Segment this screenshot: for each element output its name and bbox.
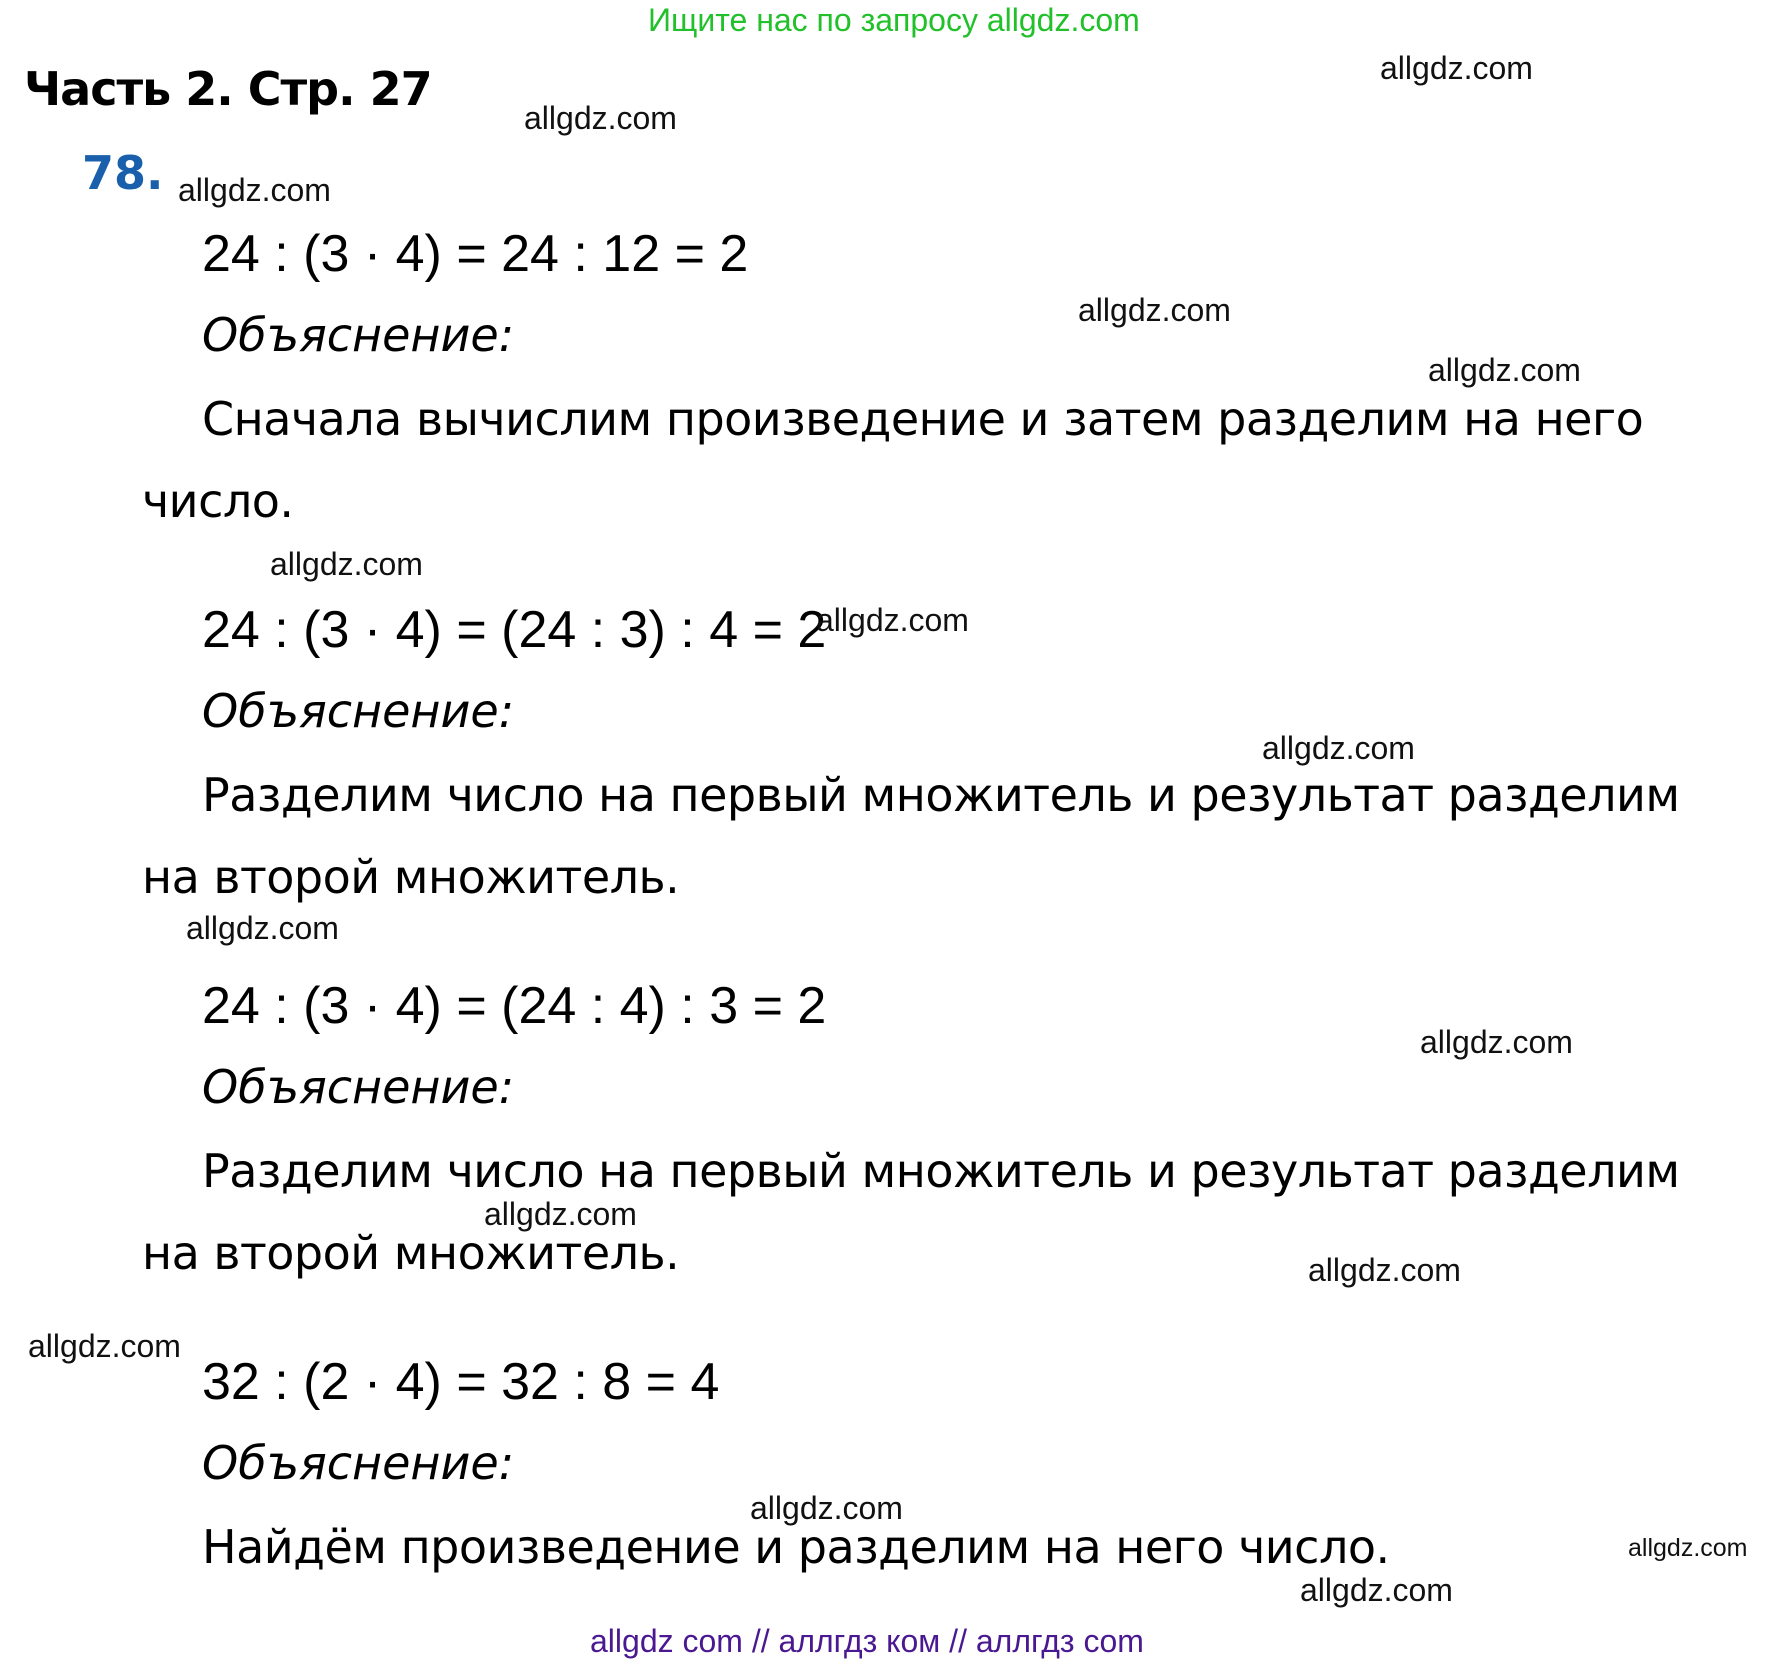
equation-1: 24 : (3 · 4) = 24 : 12 = 2 xyxy=(202,225,749,283)
watermark: allgdz.com xyxy=(484,1196,637,1232)
watermark: allgdz.com xyxy=(178,172,331,208)
explanation-text-1a: Сначала вычислим произведение и затем разделим на него xyxy=(202,392,1644,446)
explanation-label-4: Объяснение: xyxy=(202,1436,515,1490)
explanation-text-2a: Разделим число на первый множитель и результат разделим xyxy=(202,768,1680,822)
footer-links[interactable]: allgdz com // аллгдз ком // аллгдз com xyxy=(590,1623,1144,1659)
watermark: allgdz.com xyxy=(1308,1252,1461,1288)
watermark: allgdz.com xyxy=(270,546,423,582)
equation-4: 32 : (2 · 4) = 32 : 8 = 4 xyxy=(202,1353,720,1411)
watermark: allgdz.com xyxy=(1428,352,1581,388)
equation-2: 24 : (3 · 4) = (24 : 3) : 4 = 2 xyxy=(202,601,827,659)
explanation-label-3: Объяснение: xyxy=(202,1060,515,1114)
promo-banner[interactable]: Ищите нас по запросу allgdz.com xyxy=(648,2,1140,38)
exercise-number: 78. xyxy=(82,146,164,200)
watermark: allgdz.com xyxy=(1078,292,1231,328)
explanation-label-2: Объяснение: xyxy=(202,684,515,738)
watermark: allgdz.com xyxy=(1262,730,1415,766)
explanation-label-1: Объяснение: xyxy=(202,308,515,362)
watermark: allgdz.com xyxy=(524,100,677,136)
explanation-text-1b: число. xyxy=(142,474,294,528)
watermark: allgdz.com xyxy=(750,1490,903,1526)
watermark: allgdz.com xyxy=(1380,50,1533,86)
watermark: allgdz.com xyxy=(186,910,339,946)
explanation-text-4: Найдём произведение и разделим на него число. xyxy=(202,1520,1390,1574)
watermark: allgdz.com xyxy=(1628,1534,1748,1562)
explanation-text-2b: на второй множитель. xyxy=(142,850,680,904)
watermark: allgdz.com xyxy=(1300,1572,1453,1608)
page-title: Часть 2. Стр. 27 xyxy=(24,62,432,116)
watermark: allgdz.com xyxy=(28,1328,181,1364)
watermark: allgdz.com xyxy=(816,602,969,638)
explanation-text-3a: Разделим число на первый множитель и результат разделим xyxy=(202,1144,1680,1198)
equation-3: 24 : (3 · 4) = (24 : 4) : 3 = 2 xyxy=(202,977,827,1035)
watermark: allgdz.com xyxy=(1420,1024,1573,1060)
explanation-text-3b: на второй множитель. xyxy=(142,1226,680,1280)
